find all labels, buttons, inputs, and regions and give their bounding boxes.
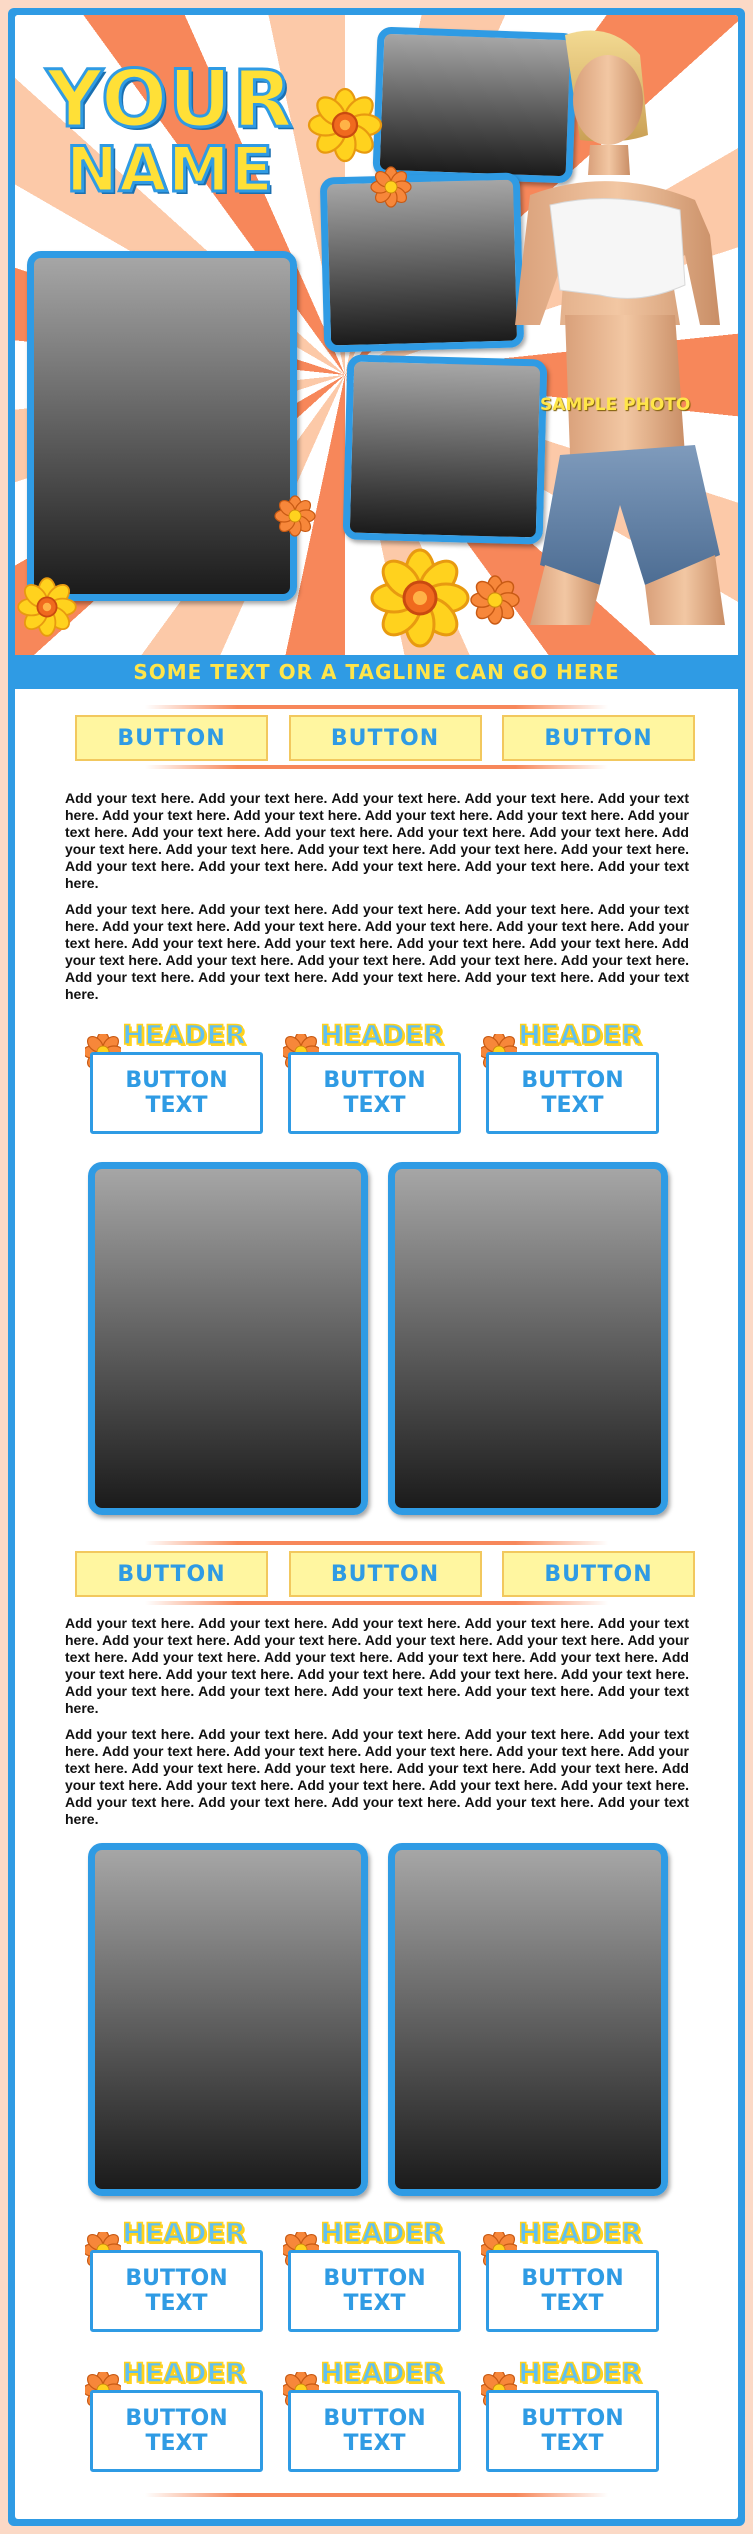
cta-button[interactable]: BUTTON TEXT	[486, 1052, 659, 1134]
body-text-4: Add your text here. Add your text here. Add your text here. Add your text here. Add your text here. Add your text here. Add your text here. Add your text here. Add your text here. Add your text here. Add your text here. Add your text here. Add your text here. Add your text here. Add your text here. Add your text here. Add your text here. Add your text here. Add your text here. Add your text here. Add your text here. Add your text here. Add your text here. Add your text here.	[65, 1726, 689, 1827]
cta-header: HEADER	[122, 1020, 246, 1051]
cta-card[interactable]	[481, 2358, 659, 2476]
cta-button[interactable]: BUTTON TEXT	[90, 2390, 263, 2472]
photo-frame	[388, 1843, 668, 2196]
nav-button[interactable]: BUTTON	[502, 1551, 695, 1597]
cta-button[interactable]: BUTTON TEXT	[288, 2390, 461, 2472]
logo-line-1: YOUR	[46, 55, 294, 145]
nav-button[interactable]: BUTTON	[289, 715, 482, 761]
cta-button[interactable]: BUTTON TEXT	[486, 2250, 659, 2332]
cta-button[interactable]: BUTTON TEXT	[90, 1052, 263, 1134]
hero-banner	[15, 15, 738, 655]
page-border	[8, 8, 745, 2526]
sample-photo-label: SAMPLE PHOTO	[540, 395, 691, 415]
flower-decoration-icon	[365, 543, 475, 653]
sample-photo-model	[470, 25, 738, 625]
cta-button[interactable]: BUTTON TEXT	[486, 2390, 659, 2472]
divider	[145, 2493, 608, 2497]
cta-card[interactable]	[85, 1020, 263, 1138]
divider	[145, 705, 608, 709]
cta-header: HEADER	[122, 2358, 246, 2389]
cta-card[interactable]	[283, 1020, 461, 1138]
tagline-bar: SOME TEXT OR A TAGLINE CAN GO HERE	[15, 655, 738, 689]
cta-card[interactable]	[481, 1020, 659, 1138]
flower-decoration-icon	[465, 570, 525, 630]
photo-frame	[388, 1162, 668, 1515]
body-text-2: Add your text here. Add your text here. Add your text here. Add your text here. Add your text here. Add your text here. Add your text here. Add your text here. Add your text here. Add your text here. Add your text here. Add your text here. Add your text here. Add your text here. Add your text here. Add your text here. Add your text here. Add your text here. Add your text here. Add your text here. Add your text here. Add your text here. Add your text here. Add your text here.	[65, 901, 689, 1002]
nav-button-row-2	[75, 1551, 695, 1597]
flower-decoration-icon	[15, 575, 79, 639]
cta-card[interactable]	[85, 2218, 263, 2336]
flower-decoration-icon	[305, 85, 385, 165]
flower-decoration-icon	[270, 491, 320, 541]
divider	[145, 765, 608, 769]
nav-button[interactable]: BUTTON	[75, 715, 268, 761]
body-text-1: Add your text here. Add your text here. Add your text here. Add your text here. Add your text here. Add your text here. Add your text here. Add your text here. Add your text here. Add your text here. Add your text here. Add your text here. Add your text here. Add your text here. Add your text here. Add your text here. Add your text here. Add your text here. Add your text here. Add your text here. Add your text here. Add your text here. Add your text here. Add your text here.	[65, 790, 689, 891]
cta-header: HEADER	[518, 1020, 642, 1051]
photo-frame	[88, 1162, 368, 1515]
cta-card[interactable]	[283, 2218, 461, 2336]
cta-card[interactable]	[283, 2358, 461, 2476]
cta-card[interactable]	[85, 2358, 263, 2476]
logo-line-2: NAME	[66, 133, 274, 206]
nav-button[interactable]: BUTTON	[289, 1551, 482, 1597]
divider	[145, 1541, 608, 1545]
cta-card[interactable]	[481, 2218, 659, 2336]
nav-button-row-1	[75, 715, 695, 761]
cta-header: HEADER	[122, 2218, 246, 2249]
cta-header: HEADER	[320, 2218, 444, 2249]
flower-decoration-icon	[367, 163, 415, 211]
divider	[145, 1601, 608, 1605]
cta-button[interactable]: BUTTON TEXT	[288, 2250, 461, 2332]
cta-header: HEADER	[320, 2358, 444, 2389]
body-text-3: Add your text here. Add your text here. Add your text here. Add your text here. Add your text here. Add your text here. Add your text here. Add your text here. Add your text here. Add your text here. Add your text here. Add your text here. Add your text here. Add your text here. Add your text here. Add your text here. Add your text here. Add your text here. Add your text here. Add your text here. Add your text here. Add your text here. Add your text here. Add your text here.	[65, 1615, 689, 1716]
content-area	[15, 15, 738, 2519]
cta-button[interactable]: BUTTON TEXT	[288, 1052, 461, 1134]
photo-frame-large	[27, 251, 297, 601]
cta-button[interactable]: BUTTON TEXT	[90, 2250, 263, 2332]
photo-frame	[88, 1843, 368, 2196]
cta-header: HEADER	[518, 2218, 642, 2249]
cta-header: HEADER	[320, 1020, 444, 1051]
nav-button[interactable]: BUTTON	[502, 715, 695, 761]
nav-button[interactable]: BUTTON	[75, 1551, 268, 1597]
cta-header: HEADER	[518, 2358, 642, 2389]
